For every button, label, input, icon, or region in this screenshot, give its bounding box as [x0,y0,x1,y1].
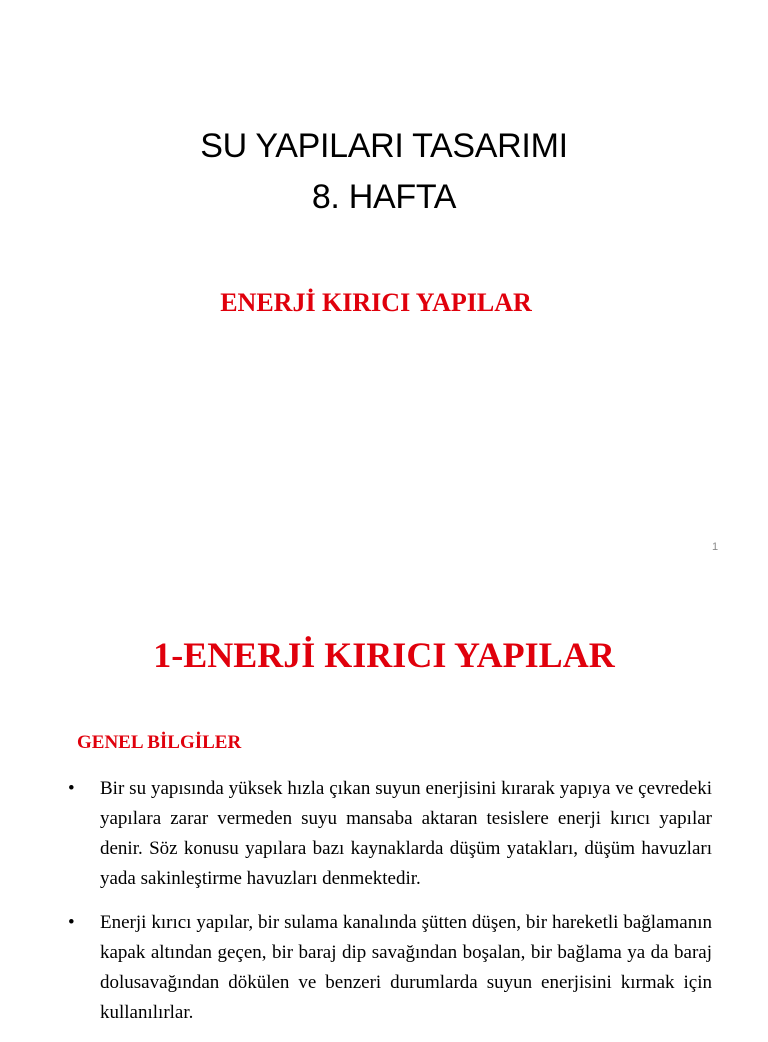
slide-subtitle: ENERJİ KIRICI YAPILAR [220,288,532,317]
page-number: 1 [712,541,719,553]
bullet-text: Enerji kırıcı yapılar, bir sulama kanalında şütten düşen, bir hareketli bağlamanın kapak altından geçen, bir baraj dip savağından boşalan, bir bağlama ya da baraj dolusavağından dökülen ve benzeri durumlarda suyun enerjisini kırmak için kullanılırlar. [100,912,712,1023]
bullet-list [68,774,712,1042]
bullet-item [68,774,712,894]
slide-2 [0,576,768,1024]
slide-title-line-1: SU YAPILARI TASARIMI [200,127,568,165]
bullet-item [68,908,712,1028]
bullet-icon: • [68,912,75,933]
slide-title-line-2: 8. HAFTA [311,178,457,216]
slide-2-title: 1-ENERJİ KIRICI YAPILAR [153,635,615,675]
section-heading: GENEL BİLGİLER [77,732,242,753]
bullet-text: Bir su yapısında yüksek hızla çıkan suyun enerjisini kırarak yapıya ve çevredeki yapılara zarar vermeden suyu mansaba aktaran tesislere enerji kırıcı yapılar denir. Söz konusu yapılara bazı kaynaklarda düşüm yatakları, düşüm havuzları yada sakinleştirme havuzları denmektedir. [100,778,712,889]
bullet-icon: • [68,778,75,799]
